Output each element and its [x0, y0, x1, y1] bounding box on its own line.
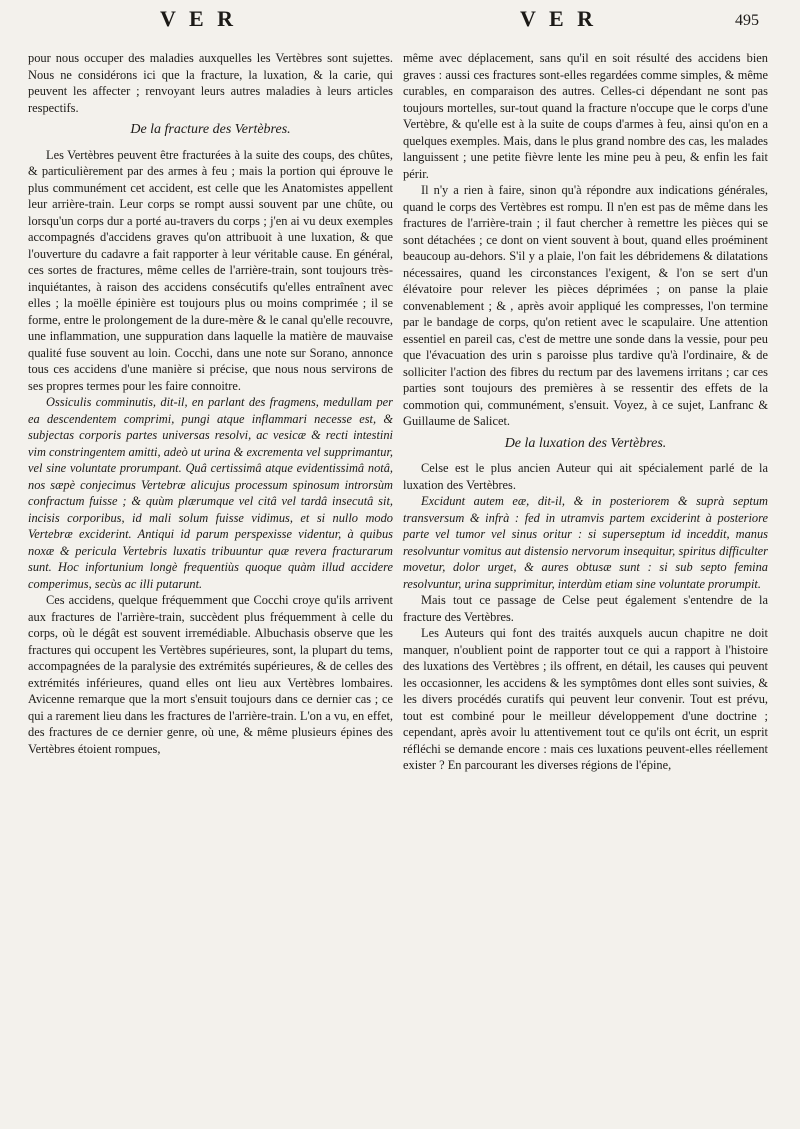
paragraph: Ces accidens, quelque fréquemment que Cocchi croye qu'ils arrivent aux fractures de l'arrière-train, succèdent plus fréquemment à celle du corps, où le dégât est souvent irremédiable. Albuchasis observe que les fractures qui occupent les Vertèbres supérieures, sont, la plupart du tems, accompagnées de la paralysie des extrémités supérieures, & de celles des extrémités inférieures, quand elles ont lieu aux Vertèbres lombaires. Avicenne remarque que la mort s'ensuit toujours dans ce dernier cas ; ce qui a rarement lieu dans les fractures de l'arrière-train. L'on a vu, en effet, des fractures de ce dernier genre, où une, & même plusieurs épines des Vertèbres étoient rompues, — [28, 593, 393, 756]
paragraph: Les Auteurs qui font des traités auxquels aucun chapitre ne doit manquer, n'oublient point de rapporter tout ce qui a rapport à l'histoire des luxations des Vertèbres ; ils offrent, en détail, les causes qui peuvent les occasionner, les accidens & les symptômes dont elles sont suivies, & les divers procédés curatifs qui peuvent leur convenir. Tout est prévu, tout est combiné pour le meilleur développement d'une doctrine ; cependant, après avoir lu attentivement tout ce qu'ils ont écrit, un esprit réfléchi se demande encore : mais ces luxations peuvent-elles réellement exister ? En parcourant les diverses régions de l'épine, — [403, 626, 768, 772]
paragraph: même avec déplacement, sans qu'il en soit résulté des accidens bien graves : aussi ces fractures sont-elles regardées comme simples, & même curables, en comparaison des autres. Celles-ci dépendant ne sont pas toujours mortelles, sur-tout quand la fracture n'occupe que le corps d'une Vertèbre, & qu'elle est à la suite de coups d'armes à feu, ainsi qu'on en a quelques exemples. Mais, dans le plus grand nombre des cas, les malades languissent ; une petite fièvre lente les mine peu à peu, & enfin les fait périr. — [403, 51, 768, 181]
paragraph: Les Vertèbres peuvent être fracturées à la suite des coups, des chûtes, & particulièrement par des armes à feu ; mais la portion qui éprouve le plus communément cet accident, est celle que les Anatomistes appellent leur arrière-train. Leur corps se rompt aussi souvent par une chûte, ou lorsqu'un corps dur a porté au-travers du corps ; j'en ai vu deux exemples accompagnés d'accidens graves qu'on attribuoit à une luxation, & que l'ouverture du cadavre a fait rapporter à leur véritable cause. En général, ces sortes de fractures, même celles de l'arrière-train, sont toujours très-inquiétantes, à raison des accidens consécutifs qu'elles entraînent avec elles ; la moëlle épinière est toujours plus ou moins comprimée ; il se forme, entre le prolongement de la dure-mère & le canal qu'elle recouvre, une inflammation, une suppuration dans laquelle la matière de mauvaise qualité fuse souvent au loin. Cocchi, dans une note sur Sorano, annonce tous ces accidens d'une manière si précise, que nous nous servirons de ses propres termes pour les faire connoitre. — [28, 147, 393, 393]
running-head-left: V E R — [160, 6, 238, 31]
latin-quotation: Ossiculis comminutis, dit-il, en parlant des fragmens, medullam per ea descendentem comprimi, pungi atque inflammari necesse est, & subjectas corporis partes universas resolvi, ac vesicæ & recti intestini vim constringentem amitti, adeò ut urina & excrementa vel supprimantur, vel sine voluntate prorumpant. Quâ certissimâ atque evidentissimâ notâ, nos sæpè conjecimus Vertebræ alicujus processum spinosum introrsùm confractum fuisse ; & quùm plærumque vel citâ vel tardâ insecutâ sit, incisis corporibus, id mali solum fuisse vidimus, et si nullo modo Vertebræ exciderint. Antiqui id parum perspexisse videntur, à quibus noxæ & pericula Vertebris luxatis tribuuntur quæ revera fracturarum sunt. Hoc infortunium longè frequentiùs quoque quàm illud accidere comperimus, secùs ac illi putarunt. — [28, 395, 393, 591]
right-column — [403, 50, 768, 774]
running-head-right: V E R — [520, 6, 598, 31]
left-column — [28, 50, 393, 757]
paragraph: Celse est le plus ancien Auteur qui ait spécialement parlé de la luxation des Vertèbres. — [403, 461, 768, 492]
paragraph: Il n'y a rien à faire, sinon qu'à répondre aux indications générales, quand le corps des Vertèbres est rompu. Il n'en est pas de même dans les fractures de l'arrière-train ; il faut chercher à remettre les pièces qui se sont détachées ; ce dont on vient souvent à bout, quand elles proéminent beaucoup au-dehors. S'il y a plaie, l'on fait les débridemens & dilatations nécessaires, quand les circonstances l'exigent, & l'on se sert d'un élévatoire pour relever les pièces déprimées ; on panse la plaie convenablement ; & , après avoir appliqué les compresses, l'on termine par le bandage de corps, qu'on retient avec le scapulaire. Une attention essentiel en pareil cas, c'est de mettre une sonde dans la vessie, pour peu que l'évacuation des urin s paroisse plus tardive qu'à l'ordinaire, & de solliciter l'action des fibres du rectum par des lavemens irritans ; car ces parties sont toujours des premières à se ressentir des effets de la commotion qui, communément, s'ensuit. Voyez, à ce sujet, Lanfranc & Guillaume de Salicet. — [403, 183, 768, 428]
page-number: 495 — [735, 12, 759, 29]
paragraph: pour nous occuper des maladies auxquelles les Vertèbres sont sujettes. Nous ne considérons ici que la fracture, la luxation, & la carie, qui peuvent les affecter ; renvoyant leurs autres maladies à leurs articles respectifs. — [28, 51, 393, 115]
section-heading-fracture: De la fracture des Vertèbres. — [130, 122, 291, 137]
section-heading-luxation: De la luxation des Vertèbres. — [504, 435, 667, 451]
latin-quotation: Excidunt autem eæ, dit-il, & in posteriorem & suprà septum transversum & infrà : fed in utramvis partem exciderint à posteriore parte vel tumor vel sinus oritur : si superseptum id inceddit, manus resolvuntur vomitus aut distensio nervorum insequitur, spiritus difficulter movetur, dolor urget, & aures obtusæ sunt : si sub septo femina resolvuntur, urina supprimitur, interdùm etiam sine voluntate prorumpit. — [403, 494, 768, 591]
paragraph: Mais tout ce passage de Celse peut également s'entendre de la fracture des Vertèbres. — [403, 593, 768, 624]
